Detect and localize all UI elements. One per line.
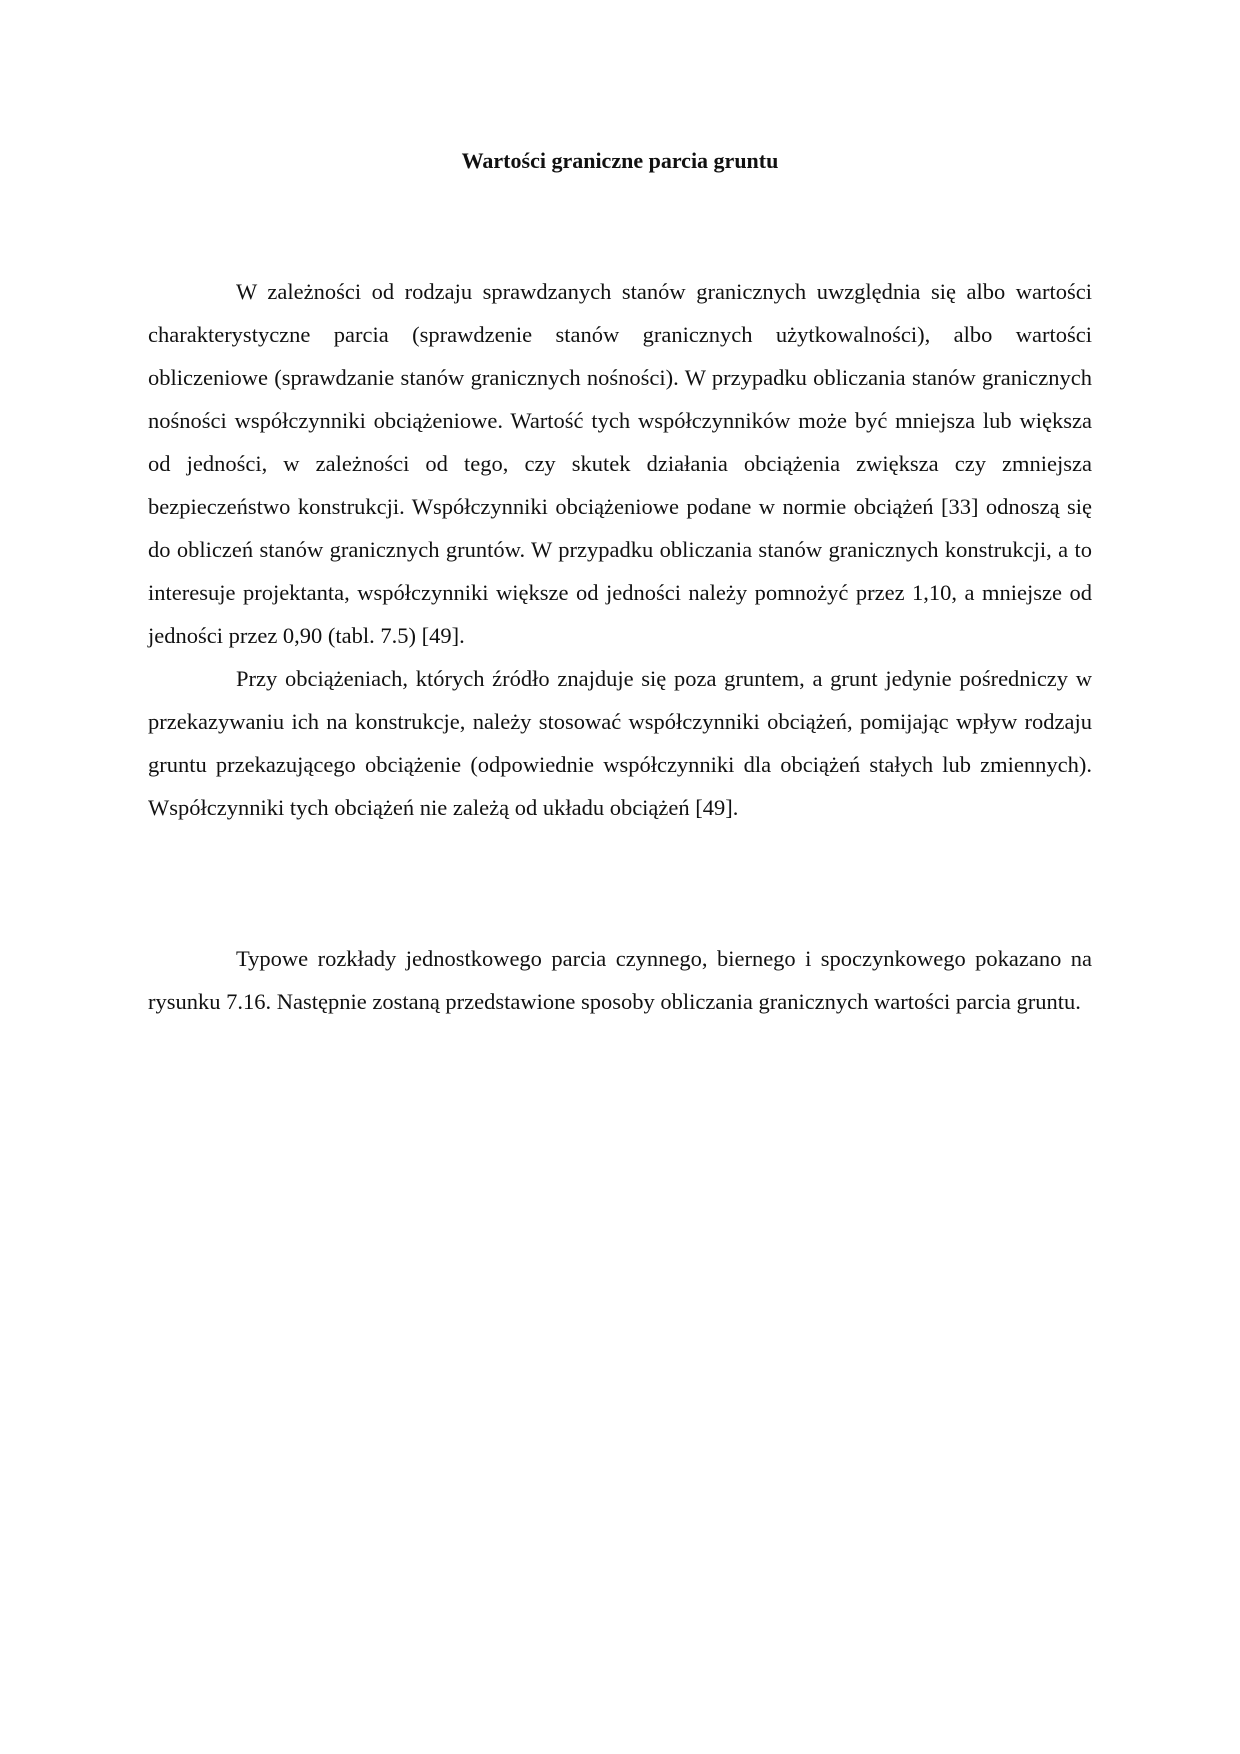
paragraph-3: Typowe rozkłady jednostkowego parcia czynnego, biernego i spoczynkowego pokazano na rysunku 7.16. Następnie zostaną przedstawione sposoby obliczania granicznych wartości parcia gruntu.: [148, 946, 1092, 1014]
paragraph-1: W zależności od rodzaju sprawdzanych stanów granicznych uwzględnia się albo wartości charakterystyczne parcia (sprawdzenie stanów granicznych użytkowalności), albo wartości obliczeniowe (sprawdzanie stanów granicznych nośności). W przypadku obliczania stanów granicznych nośności współczynniki obciążeniowe. Wartość tych współczynników może być mniejsza lub większa od jedności, w zależności od tego, czy skutek działania obciążenia zwiększa czy zmniejsza bezpieczeństwo konstrukcji. Współczynniki obciążeniowe podane w normie obciążeń [33] odnoszą się do obliczeń stanów granicznych gruntów. W przypadku obliczania stanów granicznych konstrukcji, a to interesuje projektanta, współczynniki większe od jedności należy pomnożyć przez 1,10, a mniejsze od jedności przez 0,90 (tabl. 7.5) [49].: [148, 279, 1092, 648]
body-text-block-1: [148, 270, 1092, 829]
page-title: Wartości graniczne parcia gruntu: [461, 148, 779, 173]
body-text-block-2: [148, 937, 1092, 1023]
paragraph-2: Przy obciążeniach, których źródło znajduje się poza gruntem, a grunt jedynie pośredniczy w przekazywaniu ich na konstrukcje, należy stosować współczynniki obciążeń, pomijając wpływ rodzaju gruntu przekazującego obciążenie (odpowiednie współczynniki dla obciążeń stałych lub zmiennych). Współczynniki tych obciążeń nie zależą od układu obciążeń [49].: [148, 666, 1092, 820]
